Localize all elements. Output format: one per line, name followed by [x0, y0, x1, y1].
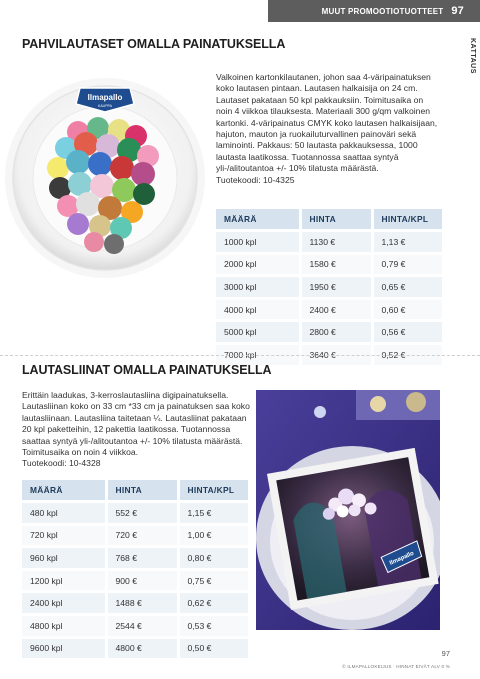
product-title-napkins: LAUTASLIINAT OMALLA PAINATUKSELLA: [22, 363, 272, 377]
photo-logo-text: Ilmapallo: [388, 550, 416, 567]
section-title: MUUT PROMOOTIOTUOTTEET: [321, 6, 444, 16]
section-divider: [0, 355, 480, 356]
napkin-photo: [256, 390, 440, 630]
logo-subtext: KAUPPA: [98, 104, 112, 108]
table-row: 960 kpl 768 € 0,80 €: [22, 547, 248, 570]
col-header-price: HINTA: [300, 209, 372, 231]
plate-image: [0, 70, 210, 280]
footer-copyright: © ILMAPALLOKEIJUS · HINNAT EIVÄT ALV 0 %: [342, 664, 450, 669]
table-row: 7000 kpl 3640 € 0,52 €: [216, 343, 442, 364]
price-table-plates: [216, 209, 442, 365]
col-header-quantity: MÄÄRÄ: [216, 209, 300, 231]
footer-page-number: 97: [441, 649, 450, 658]
table-row: 1000 kpl 1130 € 1,13 €: [216, 231, 442, 254]
col-header-unit-price: HINTA/KPL: [372, 209, 442, 231]
table-row: 480 kpl 552 € 1,15 €: [22, 502, 248, 525]
col-header-unit-price: HINTA/KPL: [178, 480, 248, 502]
table-row: 2000 kpl 1580 € 0,79 €: [216, 253, 442, 276]
table-row: 9600 kpl 4800 € 0,50 €: [22, 637, 248, 658]
product-title-plates: PAHVILAUTASET OMALLA PAINATUKSELLA: [22, 37, 286, 51]
col-header-quantity: MÄÄRÄ: [22, 480, 106, 502]
product-code: Tuotekoodi: 10-4325: [216, 174, 295, 185]
product-code: Tuotekoodi: 10-4328: [22, 458, 101, 469]
product-description-plates: Valkoinen kartonkilautanen, johon saa 4-väripainatuksen koko lautasen pintaan. Lautasen halkaisija on 24 cm. Lautaset pakataan 50 kpl pakkauksiin. Toimitusaika on noin 4 viikkoa tilauksesta. Materiaali 300 g/qm valkoinen kartonki. 4-väripainatus CMYK koko lautasen halkaisijaan, hajuton, mauton ja ruokailuturvallinen painoväri sekä laminointi. Pakkaus: 50 lautasta pakkauksessa, 1000 lautasta laatikossa. Tuotannossa saattaa syntyä yli-/alitoutantoa +/- 10% tilatusta määrästä. Tuotekoodi: 10-4325: [216, 72, 438, 185]
table-row: 3000 kpl 1950 € 0,65 €: [216, 276, 442, 299]
table-row: 5000 kpl 2800 € 0,56 €: [216, 321, 442, 344]
table-row: 2400 kpl 1488 € 0,62 €: [22, 592, 248, 615]
table-row: 720 kpl 720 € 1,00 €: [22, 524, 248, 547]
col-header-price: HINTA: [106, 480, 178, 502]
table-row: 4000 kpl 2400 € 0,60 €: [216, 298, 442, 321]
product-description-napkins: Erittäin laadukas, 3-kerroslautasliina digipainatuksella. Lautasliinan koko on 33 cm *33 cm ja painatuksen saa koko lautasliinaan. Lautasliina taitetaan ¼. Lautasliinat pakataan 20 kpl paketteihin, 12 pakettia laatikossa. Tuotannossa saattaa syntyä yli-/alitoutantoa +/- 10% tilatusta määrästä. Toimitusaika on noin 4 viikkoa. Tuotekoodi: 10-4328: [22, 390, 250, 469]
page-number: 97: [451, 5, 464, 17]
price-table-napkins: [22, 480, 248, 658]
side-category-label: KATTAUS: [469, 38, 476, 74]
table-row: 4800 kpl 2544 € 0,53 €: [22, 614, 248, 637]
logo-text: Ilmapallo: [87, 93, 123, 102]
table-row: 1200 kpl 900 € 0,75 €: [22, 569, 248, 592]
section-header-bar: [268, 0, 480, 22]
